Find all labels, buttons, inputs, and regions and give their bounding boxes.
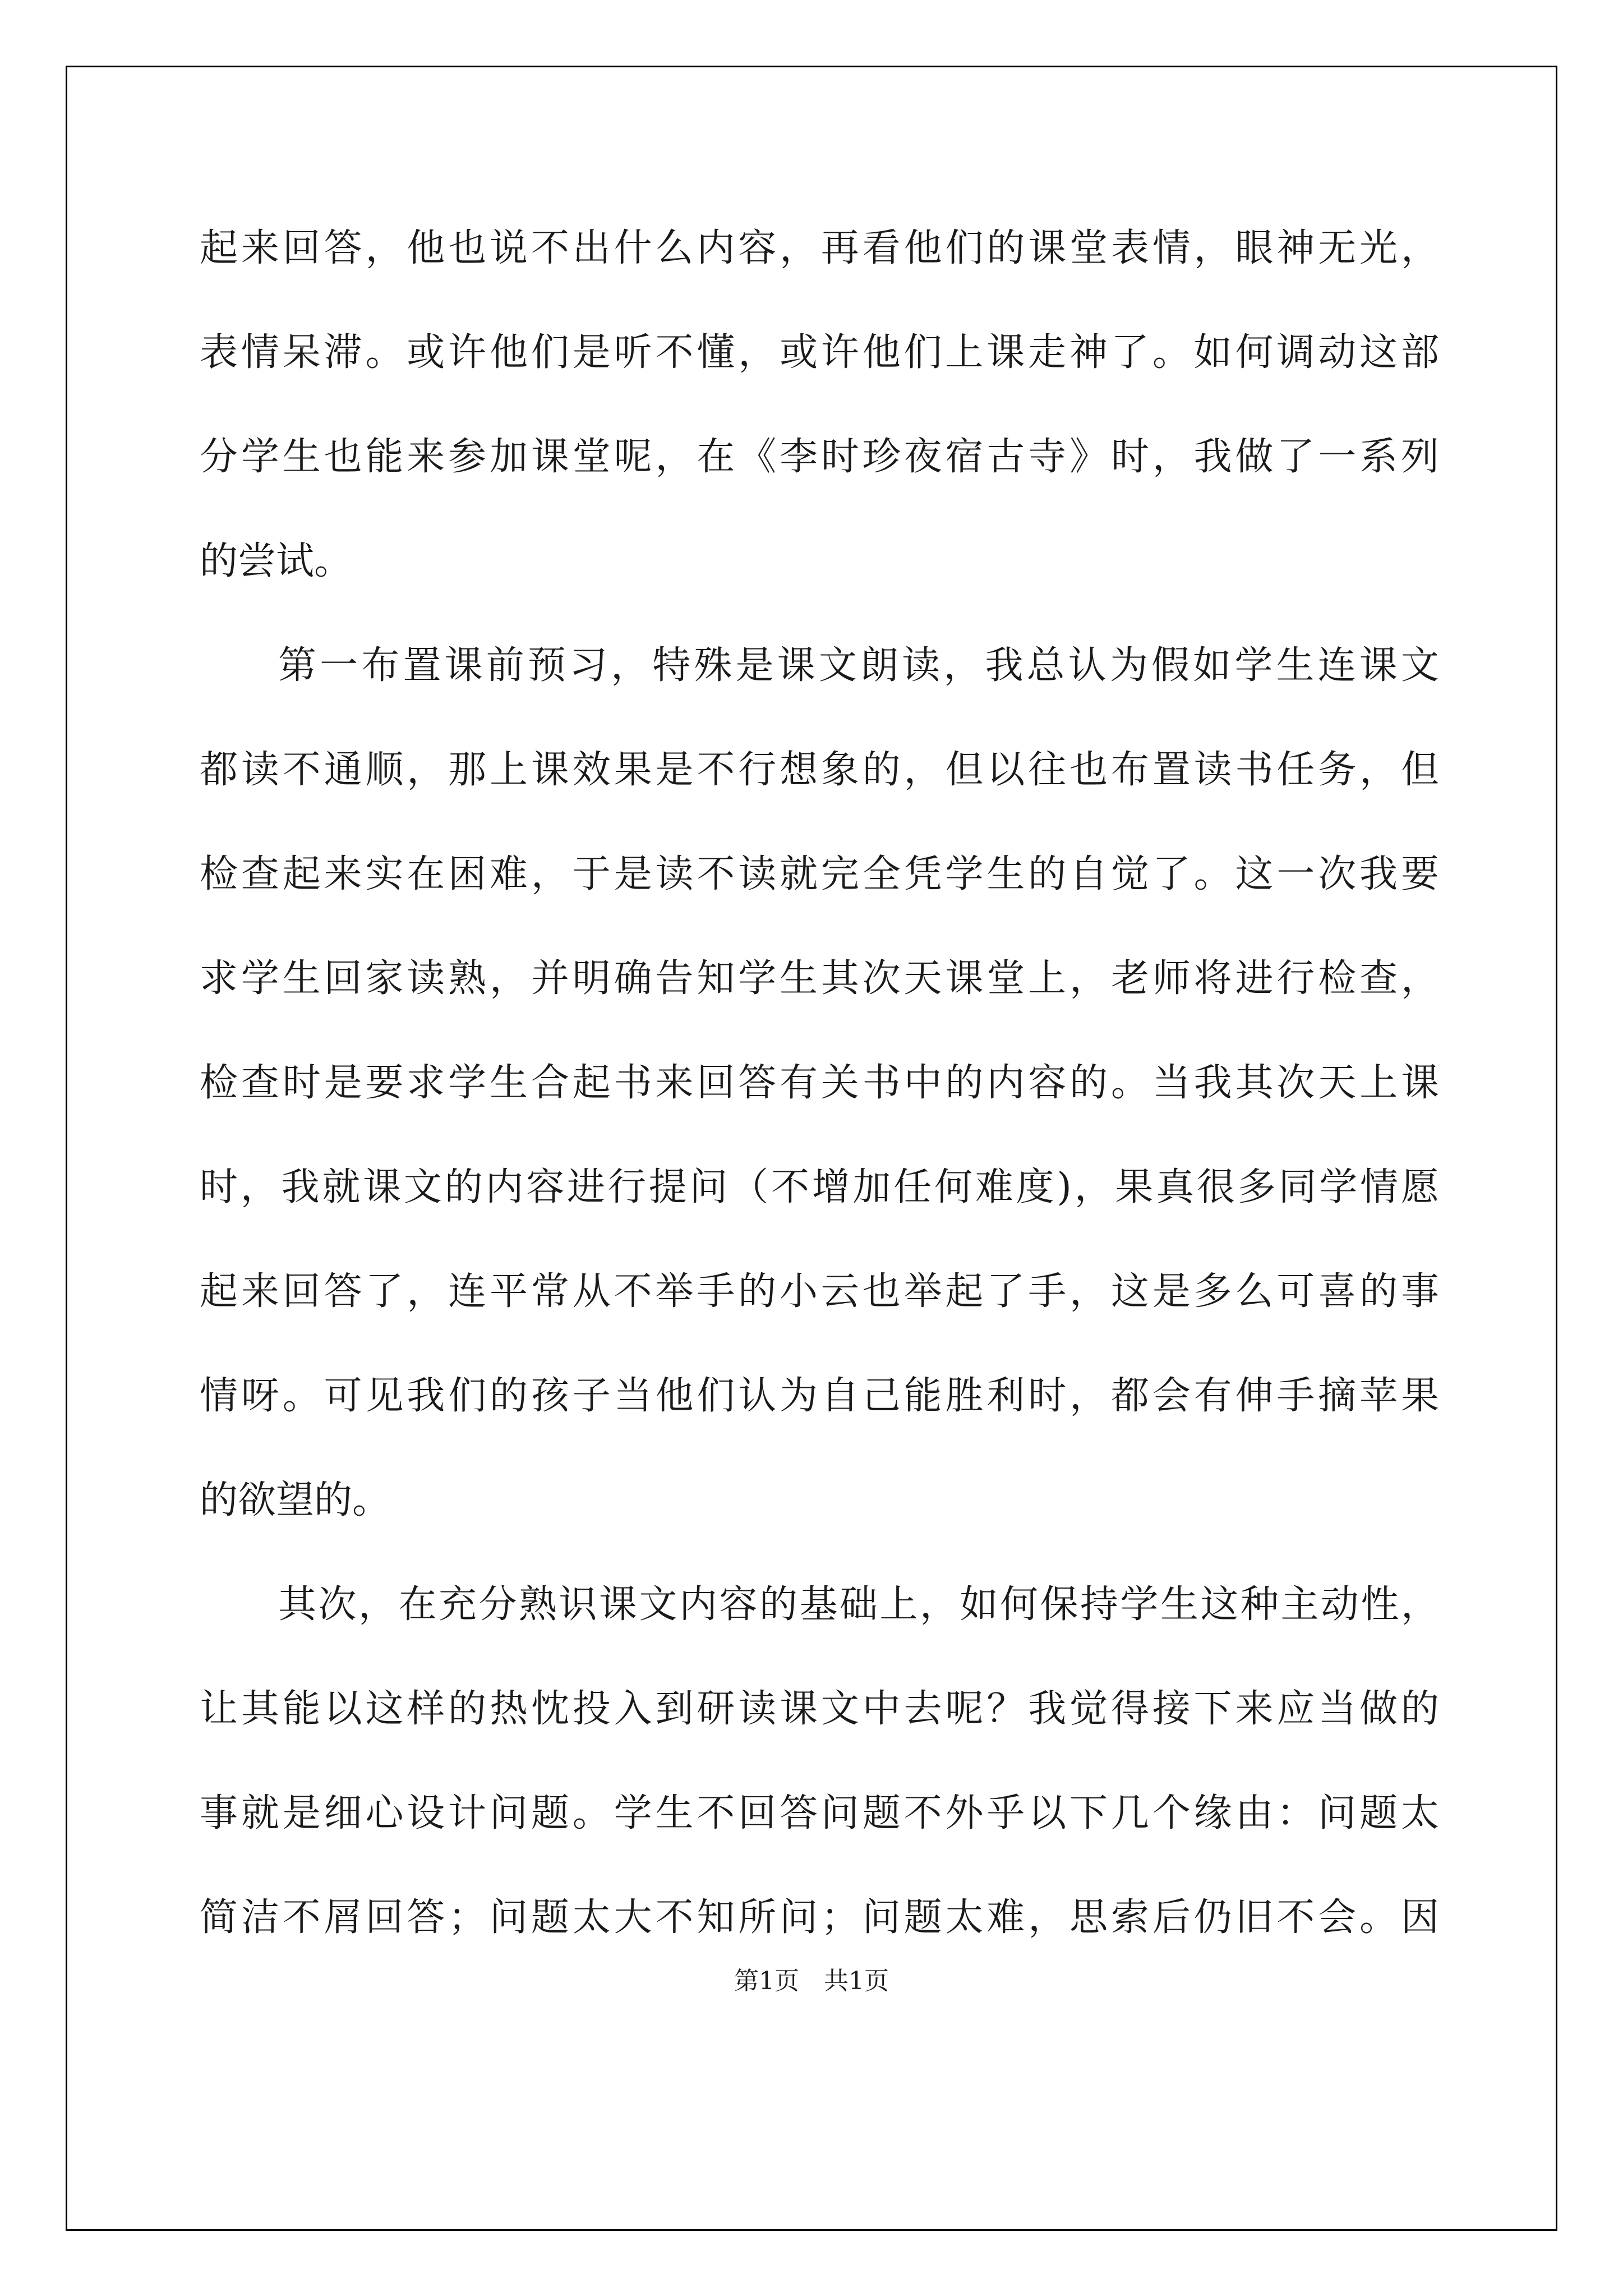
text-line: 事就是细心设计问题。学生不回答问题不外乎以下几个缘由：问题太	[200, 1791, 1439, 1835]
text-line: 起来回答，他也说不出什么内容，再看他们的课堂表情，眼神无光，	[200, 226, 1439, 270]
paragraph-first-line: 其次，在充分熟识课文内容的基础上，如何保持学生这种主动性，	[278, 1582, 1439, 1627]
text-line: 表情呆滞。或许他们是听不懂，或许他们上课走神了。如何调动这部	[200, 330, 1439, 375]
text-line: 的欲望的。	[200, 1478, 391, 1522]
text-line: 的尝试。	[200, 539, 353, 583]
text-line: 时，我就课文的内容进行提问（不增加任何难度)，果真很多同学情愿	[200, 1165, 1439, 1209]
document-body	[200, 196, 1439, 1970]
text-line: 求学生回家读熟，并明确告知学生其次天课堂上，老师将进行检查，	[200, 956, 1439, 1001]
text-line: 情呀。可见我们的孩子当他们认为自己能胜利时，都会有伸手摘苹果	[200, 1374, 1439, 1418]
text-line: 都读不通顺，那上课效果是不行想象的，但以往也布置读书任务，但	[200, 748, 1439, 792]
text-line: 让其能以这样的热忱投入到研读课文中去呢？我觉得接下来应当做的	[200, 1687, 1439, 1731]
page-number: 第1页	[734, 1967, 799, 1995]
text-line: 检查时是要求学生合起书来回答有关书中的内容的。当我其次天上课	[200, 1061, 1439, 1105]
text-line: 检查起来实在困难，于是读不读就完全凭学生的自觉了。这一次我要	[200, 852, 1439, 896]
total-pages: 共1页	[824, 1967, 889, 1995]
paragraph-first-line: 第一布置课前预习，特殊是课文朗读，我总认为假如学生连课文	[278, 643, 1439, 688]
page-footer	[0, 1961, 1623, 1996]
text-line: 简洁不屑回答；问题太大不知所问；问题太难，思索后仍旧不会。因	[200, 1895, 1439, 1940]
text-line: 起来回答了，连平常从不举手的小云也举起了手，这是多么可喜的事	[200, 1269, 1439, 1314]
text-line: 分学生也能来参加课堂呢，在《李时珍夜宿古寺》时，我做了一系列	[200, 435, 1439, 479]
